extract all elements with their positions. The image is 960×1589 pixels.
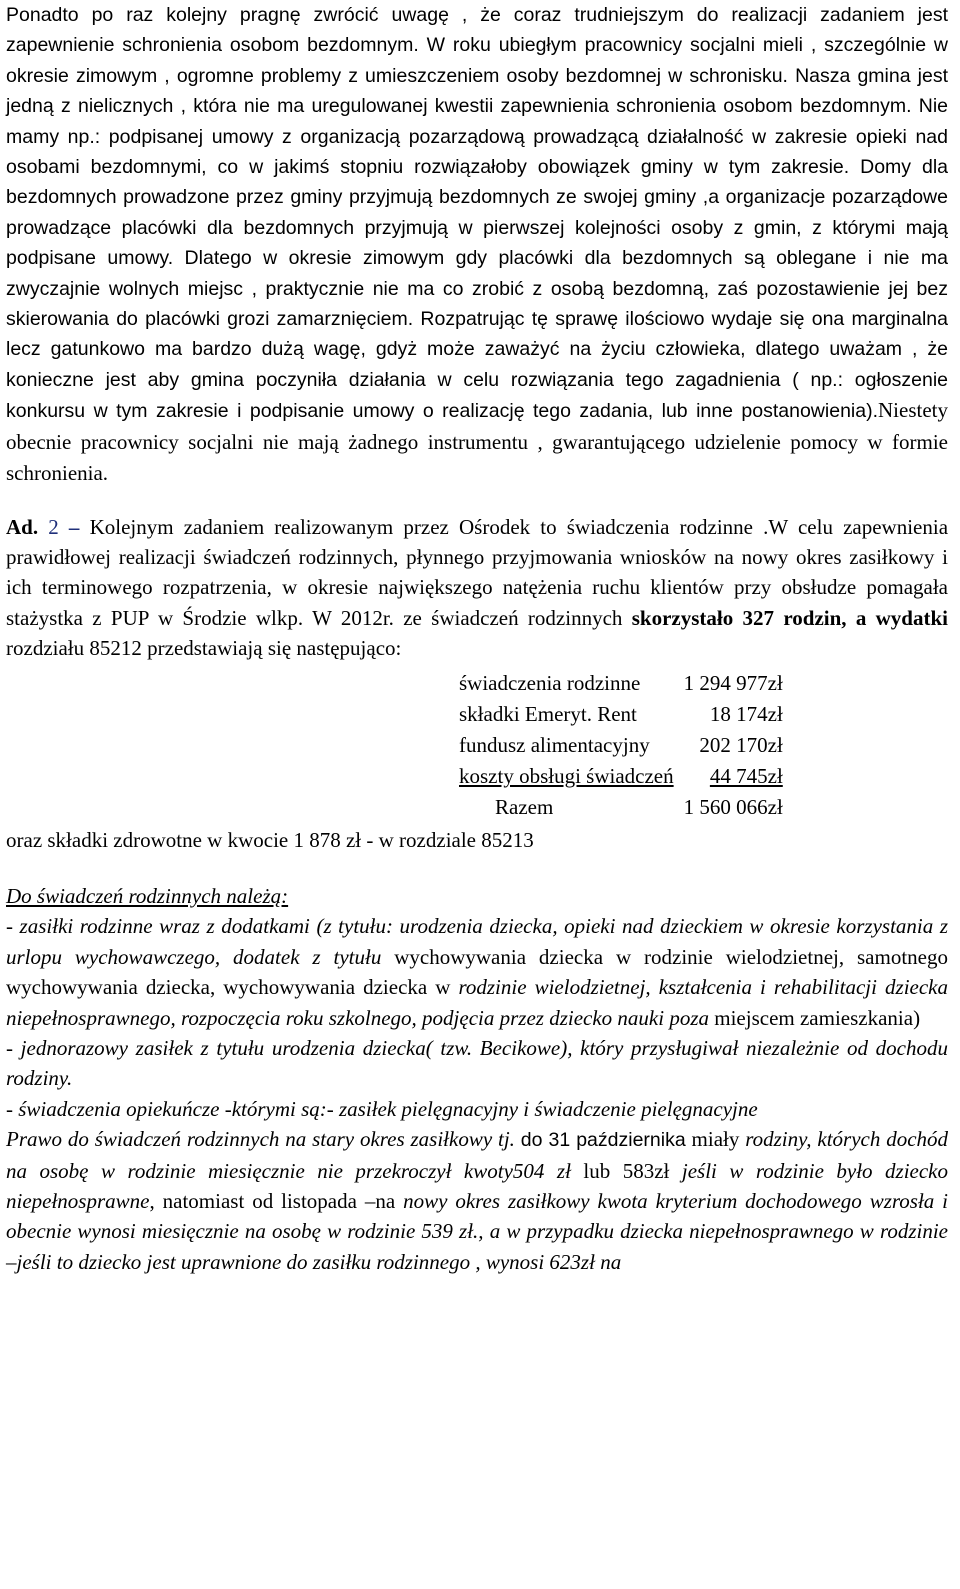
benefit-item-birth-grant: - jednorazowy zasiłek z tytułu urodzenia dziecka( tzw. Becikowe), który przysługiwał niezależnie od dochodu rodziny. — [6, 1035, 948, 1091]
intro-paragraph — [6, 0, 948, 490]
costs-label: składki Emeryt. Rent — [459, 702, 637, 727]
eligibility-text-g: jeśli w rodzinie było dziecko niepełnosprawne — [6, 1158, 948, 1213]
eligibility-amount: 504 zł — [512, 1158, 571, 1183]
ad2-dash: – — [68, 514, 80, 539]
ad2-paragraph — [6, 512, 948, 664]
costs-table — [459, 668, 783, 823]
costs-amount: 1 294 977zł — [683, 671, 783, 696]
costs-amount: 202 170zł — [699, 733, 783, 758]
intro-text: Ponadto po raz kolejny pragnę zwrócić uwagę , że coraz trudniejszym do realizacji zadaniem jest zapewnienie schronienia osobom bezdomnym. W roku ubiegłym pracownicy socjalni mieli , szczególnie w okresie zimowym , ogromne problemy z umieszczeniem osoby bezdomnej w schronisku. Nasza gmina jest jedną z nielicznych , która nie ma uregulowanej kwestii zapewnienia schronienia osobom bezdomnym. Nie mamy np.: podpisanej umowy z organizacją pozarządową prowadzącą działalność w zakresie opieki nad osobami bezdomnymi, co w jakimś stopniu rozwiązałoby obowiązek gminy w tym zakresie. Domy dla bezdomnych prowadzone przez gminy przyjmują bezdomnych ze swojej gminy ,a organizacje pozarządowe prowadzące placówki dla bezdomnych przyjmują w pierwszej kolejności osoby z gmin, z którymi mają podpisane umowy. Dlatego w okresie zimowym gdy placówki dla bezdomnych są oblegane i nie ma zwyczajnie wolnych miejsc , praktycznie nie ma co zrobić z osobą bezdomną, zaś pozostawienie jej bez skierowania do placówki grozi zamarznięciem. Rozpatrując tę sprawę ilościowo wydaje się ona marginalna lecz gatunkowo ma bardzo dużą wagę, gdyż może zaważyć na życiu człowieka, dlatego uważam , że konieczne jest aby gmina poczyniła działania w celu rozwiązania tego zagadnienia ( np.: ogłoszenie konkursu w tym zakresie i podpisanie umowy o realizację tego zadania, lub inne postanowienia). — [6, 4, 948, 423]
benefit-item-family-allowance: - zasiłki rodzinne wraz z dodatkami (z tytułu: urodzenia dziecka, opieki nad dzieckiem w okresie korzystania z urlopu wychowawczego, dodatek z tytułu — [6, 914, 948, 969]
costs-total-row — [459, 792, 783, 823]
costs-total-label: Razem — [495, 795, 554, 820]
intro-tail-text: Niestety obecnie pracownicy socjalni nie mają żadnego instrumentu , gwarantującego udzielenie pomocy w formie schronienia. — [6, 398, 948, 486]
eligibility-text-c: miały — [691, 1127, 740, 1152]
ad2-text-a: Kolejnym zadaniem realizowanym przez Ośrodek to świadczenia rodzinne .W celu zapewnienia prawidłowej realizacji świadczeń rodzinnych, płynnego przyjmowania wniosków na nowy okres zasiłkowy i ich terminowego rozpatrzenia, w okresie największego natężenia ruchu klientów przy obsłudze pomagała stażystka z PUP w Środzie wlkp. W 2012r. ze świadczeń rodzinnych — [6, 514, 949, 630]
ad2-bold-text: skorzystało 327 rodzin, a wydatki — [631, 605, 948, 630]
ad2-text-b: rozdziału 85212 przedstawiają się następująco: — [6, 636, 402, 661]
costs-row — [459, 699, 783, 730]
eligibility-date: do 31 października — [520, 1129, 686, 1152]
costs-label: fundusz alimentacyjny — [459, 733, 650, 758]
benefit-item-care-benefits: - świadczenia opiekuńcze -którymi są:- zasiłek pielęgnacyjny i świadczenie pielęgnacyjne — [6, 1096, 758, 1121]
eligibility-text-d: rodziny, których dochód na osobę w rodzinie miesięcznie nie przekroczył kwoty — [6, 1127, 949, 1183]
ad2-number: 2 — [48, 514, 59, 539]
costs-row — [459, 730, 783, 761]
benefits-list — [6, 881, 948, 1277]
health-contributions-line: oraz składki zdrowotne w kwocie 1 878 zł - w rozdziale 85213 — [6, 827, 534, 852]
costs-row — [459, 761, 783, 792]
benefit-item-family-allowance-italic: rodzinie wielodzietnej, kształcenia i rehabilitacji dziecka niepełnosprawnego, rozpoczęcia roku szkolnego, podjęcia przez dziecko nauki poza — [6, 975, 948, 1030]
costs-total-amount: 1 560 066zł — [683, 795, 783, 820]
eligibility-text-h: , natomiast od listopada –na — [149, 1189, 396, 1213]
benefits-heading: Do świadczeń rodzinnych należą: — [6, 883, 289, 908]
benefit-item-family-allowance-end: miejscem zamieszkania) — [714, 1005, 921, 1030]
costs-label: świadczenia rodzinne — [459, 671, 641, 696]
eligibility-text-a: Prawo do świadczeń rodzinnych na stary okres zasiłkowy tj. — [6, 1127, 515, 1152]
eligibility-text-i: nowy okres zasiłkowy kwota kryterium dochodowego wzrosła i obecnie wynosi miesięcznie na osobę w rodzinie 539 zł., a w przypadku dziecka niepełnosprawnego w rodzinie –jeśli to dziecko jest uprawnione do zasiłku rodzinnego , wynosi 623zł na — [6, 1189, 949, 1274]
costs-label: koszty obsługi świadczeń — [459, 764, 674, 789]
costs-amount: 44 745zł — [709, 764, 783, 789]
costs-row — [459, 668, 783, 699]
benefit-item-family-allowance-cont: wychowywania dziecka w rodzinie wielodzietnej, samotnego wychowywania dziecka, wychowywania dziecka w — [6, 944, 948, 1000]
eligibility-text-f: lub 583zł — [583, 1158, 670, 1183]
costs-amount: 18 174zł — [709, 702, 783, 727]
ad2-label: Ad. — [6, 514, 39, 539]
